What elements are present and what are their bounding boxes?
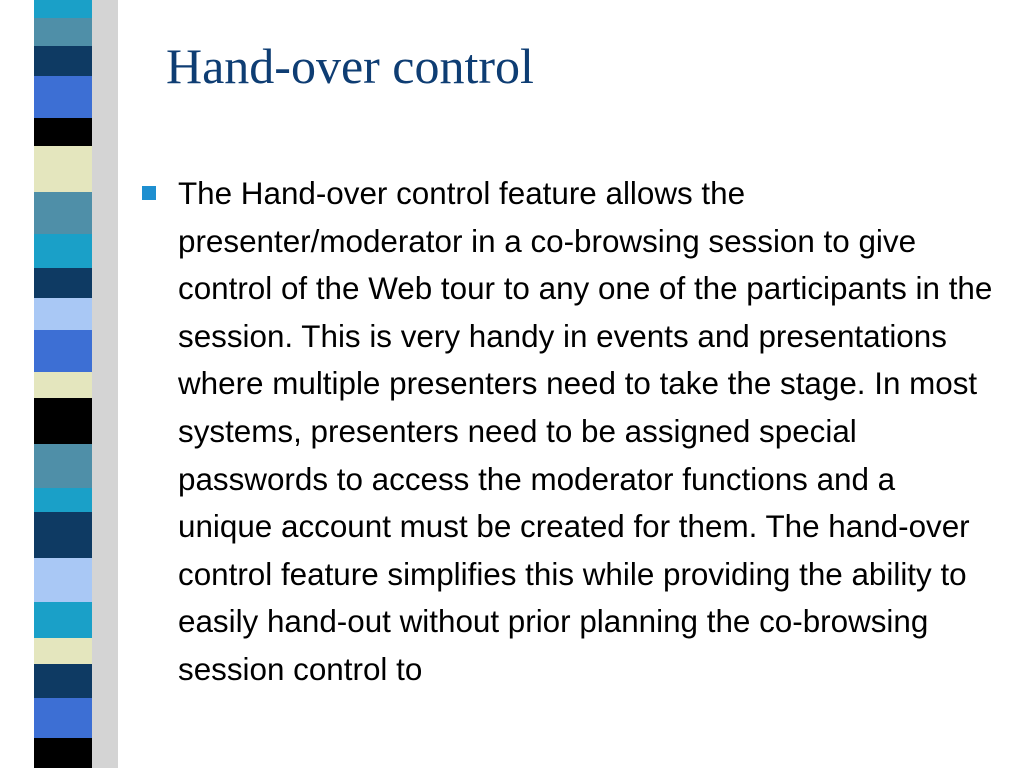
stripe-segment xyxy=(34,698,92,738)
square-bullet-icon xyxy=(142,186,156,200)
slide-title: Hand-over control xyxy=(166,38,534,94)
stripe-segment xyxy=(34,18,92,46)
stripe-segment xyxy=(34,398,92,444)
bullet-text: The Hand-over control feature allows the presenter/moderator in a co-browsing session to give control of the Web tour to any one of the participants in the session. This is very handy in events and presentations where multiple presenters need to take the stage. In most systems, presenters need to be assigned special passwords to access the moderator functions and a unique account must be created for them. The hand-over control feature simplifies this while providing the ability to easily hand-out without prior planning the co-browsing session control to xyxy=(178,176,993,687)
stripe-segment xyxy=(34,46,92,76)
stripe-segment xyxy=(34,76,92,118)
stripe-segment xyxy=(34,146,92,192)
stripe-segment xyxy=(34,602,92,638)
stripe-segment xyxy=(34,558,92,602)
stripe-segment xyxy=(34,330,92,372)
bullet-item xyxy=(138,170,998,694)
stripe-segment xyxy=(34,444,92,488)
stripe-segment xyxy=(34,298,92,330)
stripe-segment xyxy=(34,234,92,268)
slide-body xyxy=(138,170,998,694)
stripe-segment xyxy=(34,638,92,664)
stripe-segment xyxy=(34,0,92,18)
stripe-segment xyxy=(34,738,92,768)
stripe-segment xyxy=(34,664,92,698)
stripe-segment xyxy=(34,192,92,234)
stripe-segment xyxy=(34,372,92,398)
decorative-stripe-band xyxy=(34,0,92,768)
stripe-segment xyxy=(34,118,92,146)
stripe-segment xyxy=(34,512,92,558)
stripe-segment xyxy=(34,268,92,298)
stripe-segment xyxy=(34,488,92,512)
